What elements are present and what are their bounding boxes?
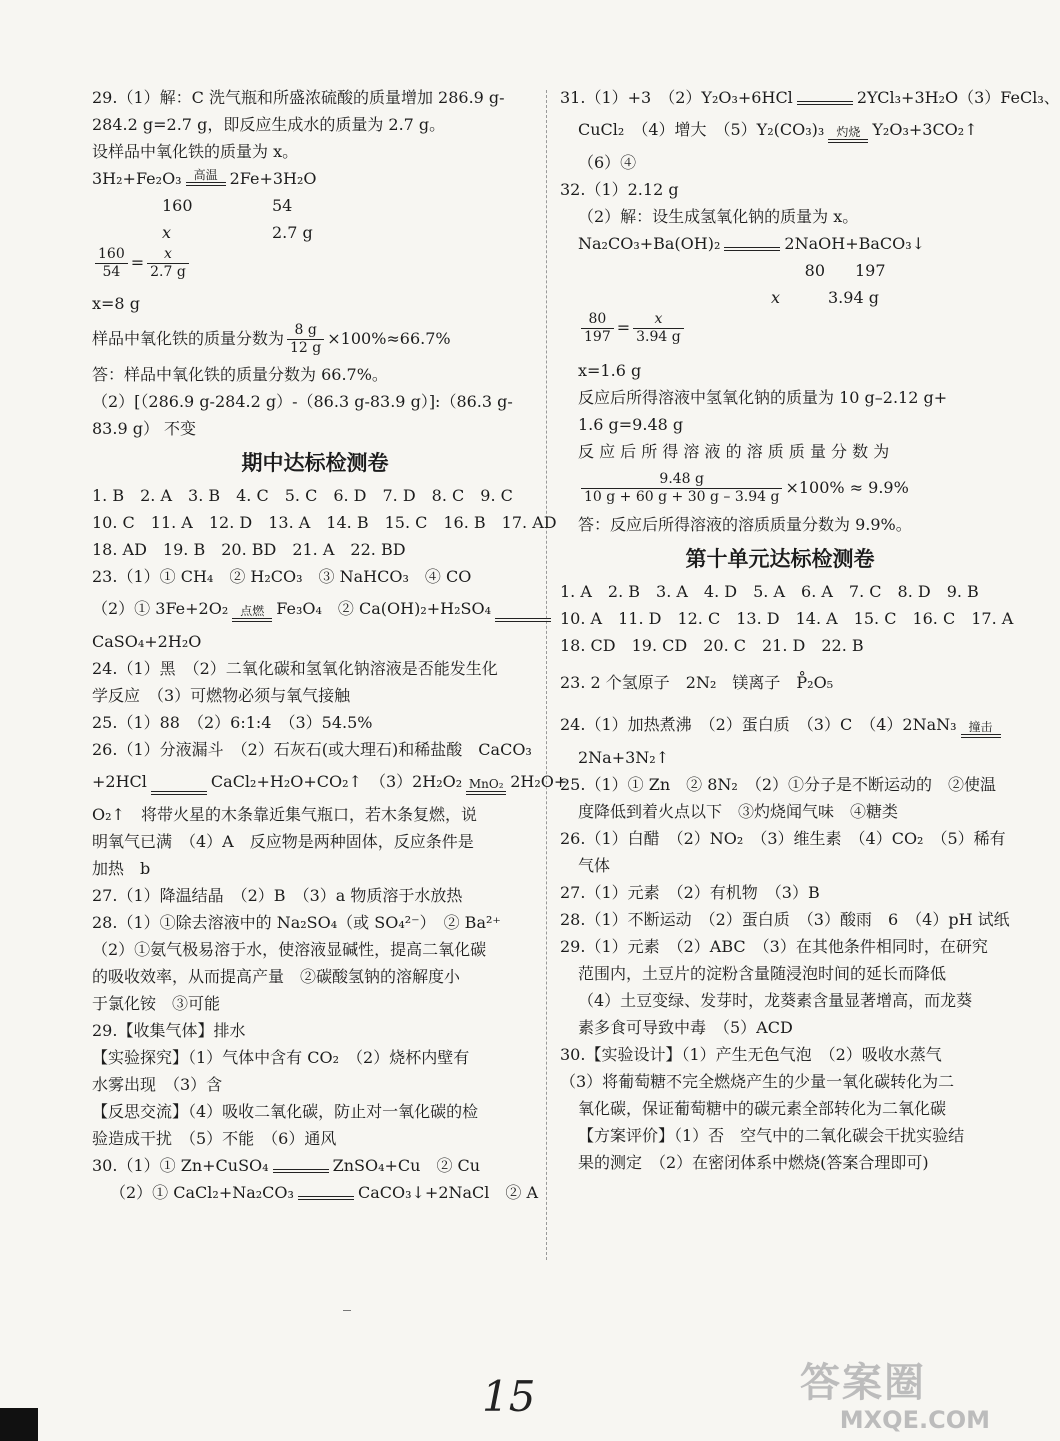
mass-ratio-row [92, 219, 538, 246]
watermark-url: MXQE.COM [839, 1406, 990, 1434]
text-line: （4）土豆变绿、发芽时，龙葵素含量显著增高，而龙葵 [578, 991, 973, 1010]
equation-line [560, 84, 1060, 111]
section-heading: 期中达标检测卷 [241, 451, 389, 475]
proportion-line: $\frac{160}{54}$ = $\frac{x}{2.7 g}$ [92, 246, 538, 290]
text-line: （2）[（286.9 g-284.2 g）-（86.3 g-83.9 g）]:（86.3 g- [92, 392, 513, 411]
equation-line [560, 230, 1000, 257]
text-line: 水雾出现 （3）含 [92, 1075, 223, 1094]
equation-line [560, 111, 1000, 149]
fraction [633, 311, 684, 346]
corner-mark [0, 1408, 38, 1441]
equation-text: ZnSO₄+Cu ② Cu [332, 1156, 481, 1175]
mass-ratio-row [560, 257, 1000, 284]
text-line: （2）解：设生成氢氧化钠的质量为 x。 [578, 207, 859, 226]
column-divider [546, 90, 547, 1260]
stray-mark [343, 1310, 351, 1311]
equation-text: CaCO₃↓+2NaCl ② A [357, 1183, 539, 1202]
text-line: 反 应 后 所 得 溶 液 的 溶 质 质 量 分 数 为 [578, 442, 890, 461]
answer-line: 答：反应后所得溶液的溶质质量分数为 9.9%。 [578, 515, 912, 534]
text-line: 于氯化铵 ③可能 [92, 994, 221, 1013]
choice-answers: 10. C 11. A 12. D 13. A 14. B 15. C 16. B 17. AD [92, 513, 557, 532]
reaction-condition: 高温 [193, 168, 218, 182]
equals-sign-condition [961, 720, 1001, 744]
watermark-logo [800, 1360, 990, 1436]
answer-line: 答：样品中氧化铁的质量分数为 66.7%。 [92, 365, 388, 384]
equals-sign [151, 777, 207, 801]
equals-sign-condition [186, 168, 226, 192]
numerator: 80 [581, 311, 614, 329]
equation-text: 2YCl₃+3H₂O（3）FeCl₃、 [856, 88, 1060, 107]
text-line: 的吸收效率，从而提高产量 ②碳酸氢钠的溶解度小 [92, 967, 461, 986]
equation-text: 31.（1）+3 （2）Y₂O₃+6HCl [560, 88, 793, 107]
text-line: 学反应 （3）可燃物必须与氧气接触 [92, 686, 351, 705]
fraction [581, 311, 614, 346]
numerator: 8 g [287, 322, 324, 340]
result-line: x=1.6 g [578, 361, 642, 380]
equation-text: 24.（1）加热煮沸 （2）蛋白质 （3）C （4）2NaN₃ [560, 715, 957, 734]
equals-sign-condition [232, 604, 272, 628]
equation-line [92, 590, 538, 628]
text-line: （6）④ [578, 153, 637, 172]
text-line: 27.（1）元素 （2）有机物 （3）B [560, 883, 820, 902]
text-line: 23.（1）① CH₄ ② H₂CO₃ ③ NaHCO₃ ④ CO [92, 567, 472, 586]
equation-products: 2Fe+3H₂O [229, 169, 317, 188]
numerator: x [147, 246, 189, 264]
text-line: 度降低到着火点以下 ③灼烧闻气味 ④糖类 [578, 802, 899, 821]
equation-line [560, 706, 1000, 744]
unknown-var: x [162, 223, 172, 242]
denominator: 197 [584, 329, 611, 345]
equals-sign [298, 1182, 354, 1206]
text-line: 气体 [578, 856, 611, 875]
molar-mass: 54 [272, 196, 293, 215]
text-line: 果的测定 （2）在密闭体系中燃烧(答案合理即可) [578, 1153, 929, 1172]
equation-products: 2NaOH+BaCO₃↓ [784, 234, 926, 253]
molar-mass: 80 [804, 261, 825, 280]
text-line: O₂↑ 将带火星的木条靠近集气瓶口，若木条复燃，说 [92, 805, 477, 824]
text-line: 反应后所得溶液中氢氧化钠的质量为 10 g–2.12 g+ [578, 388, 948, 407]
text-line: 29.（1）元素 （2）ABC （3）在其他条件相同时，在研究 [560, 937, 988, 956]
unknown-var: x [770, 288, 780, 307]
text-line: 83.9 g） 不变 [92, 419, 197, 438]
right-column [560, 84, 1060, 1176]
equation-line [92, 165, 538, 192]
text-line: 设样品中氧化铁的质量为 x。 [92, 142, 299, 161]
numerator: 160 [95, 246, 128, 264]
section-heading: 第十单元达标检测卷 [685, 547, 875, 571]
denominator: 10 g + 60 g + 30 g – 3.94 g [584, 489, 780, 505]
equation-reactants: 3H₂+Fe₂O₃ [92, 169, 182, 188]
equals-sign-condition [466, 777, 506, 801]
denominator: 3.94 g [636, 329, 681, 345]
molar-mass: 197 [855, 261, 886, 280]
text-line: 氧化碳，保证葡萄糖中的碳元素全部转化为二氧化碳 [578, 1099, 947, 1118]
text-segment: 样品中氧化铁的质量分数为 [92, 329, 285, 348]
equation-text: CuCl₂ （4）增大 （5）Y₂(CO₃)₃ [578, 120, 825, 139]
given-mass: 2.7 g [272, 223, 313, 242]
text-line: 29.【收集气体】排水 [92, 1021, 246, 1040]
fraction [95, 246, 128, 281]
text-line: 26.（1）白醋 （2）NO₂ （3）维生素 （4）CO₂ （5）稀有 [560, 829, 1006, 848]
text-line: 26.（1）分液漏斗 （2）石灰石(或大理石)和稀盐酸 CaCO₃ [92, 740, 532, 759]
choice-answers: 1. B 2. A 3. B 4. C 5. C 6. D 7. D 8. C 9. C [92, 486, 513, 505]
watermark-text: 答案圈 [800, 1360, 926, 1406]
left-column [92, 84, 568, 1206]
numerator: x [633, 311, 684, 329]
text-line: 24.（1）黑 （2）二氧化碳和氢氧化钠溶液是否能发生化 [92, 659, 498, 678]
page-number: 15 [482, 1372, 536, 1421]
text-line: 23. 2 个氢原子 2N₂ 镁离子 P̊₂O₅ [560, 673, 834, 692]
text-line: 明氧气已满 （4）A 反应物是两种固体，反应条件是 [92, 832, 474, 851]
reaction-condition: MnO₂ [468, 777, 504, 791]
equation-line [92, 763, 568, 801]
equation-reactants: Na₂CO₃+Ba(OH)₂ [578, 234, 721, 253]
denominator: 12 g [290, 340, 322, 356]
text-line: 284.2 g=2.7 g，即反应生成水的质量为 2.7 g。 [92, 115, 446, 134]
fraction [287, 322, 324, 357]
fraction [581, 471, 782, 506]
text-line: 30.【实验设计】（1）产生无色气泡 （2）吸收水蒸气 [560, 1045, 942, 1064]
text-line: （3）将葡萄糖不完全燃烧产生的少量一氧化碳转化为二 [560, 1072, 955, 1091]
text-line: （2）①氨气极易溶于水，使溶液显碱性，提高二氧化碳 [92, 940, 487, 959]
reaction-condition: 点燃 [240, 604, 265, 618]
text-line: 25.（1）① Zn ② 8N₂ （2）①分子是不断运动的 ②使温 [560, 775, 996, 794]
equation-text: （2）① CaCl₂+Na₂CO₃ [110, 1183, 294, 1202]
equation-text: 30.（1）① Zn+CuSO₄ [92, 1156, 269, 1175]
equals-sign [495, 604, 551, 628]
denominator: 54 [102, 264, 121, 280]
choice-answers: 18. AD 19. B 20. BD 21. A 22. BD [92, 540, 406, 559]
text-line: 【反思交流】（4）吸收二氧化碳，防止对一氧化碳的检 [92, 1102, 479, 1121]
choice-answers: 18. CD 19. CD 20. C 21. D 22. B [560, 636, 864, 655]
choice-answers: 1. A 2. B 3. A 4. D 5. A 6. A 7. C 8. D 9. B [560, 582, 979, 601]
text-line: 【方案评价】（1）否 空气中的二氧化碳会干扰实验结 [578, 1126, 965, 1145]
result-line: x=8 g [92, 294, 140, 313]
equation-text: Y₂O₃+3CO₂↑ [872, 120, 978, 139]
equals-sign [724, 233, 780, 257]
text-line: 28.（1）不断运动 （2）蛋白质 （3）酸雨 6 （4）pH 试纸 [560, 910, 1010, 929]
text-line: 范围内，土豆片的淀粉含量随浸泡时间的延长而降低 [578, 964, 947, 983]
choice-answers: 10. A 11. D 12. C 13. D 14. A 15. C 16. C 17. A [560, 609, 1014, 628]
equation-text: Fe₃O₄ ② Ca(OH)₂+H₂SO₄ [276, 599, 492, 618]
text-segment: ×100%≈66.7% [327, 329, 451, 348]
equation-text: +2HCl [92, 772, 147, 791]
text-segment: ×100% ≈ 9.9% [785, 478, 909, 497]
text-line: 27.（1）降温结晶 （2）B （3）a 物质溶于水放热 [92, 886, 463, 905]
equation-reactants: （2）① 3Fe+2O₂ [92, 599, 229, 618]
denominator: 2.7 g [150, 264, 186, 280]
reaction-condition: 灼烧 [836, 125, 861, 139]
equals-sign-condition [828, 125, 868, 149]
mass-ratio-row [560, 284, 1000, 311]
percentage-line [560, 465, 1000, 511]
proportion-line: $\frac{80}{197}$ = $\frac{x}{3.94 g}$ [560, 311, 1000, 357]
equation-text: CaCl₂+H₂O+CO₂↑ （3）2H₂O₂ [210, 772, 463, 791]
text-line: 25.（1）88 （2）6:1:4 （3）54.5% [92, 713, 373, 732]
text-line: 验造成干扰 （5）不能 （6）通风 [92, 1129, 337, 1148]
given-mass: 3.94 g [828, 288, 879, 307]
equation-line [92, 1152, 538, 1179]
equals-sign [273, 1155, 329, 1179]
fraction [147, 246, 189, 281]
text-line: 加热 b [92, 859, 151, 878]
text-line: 1.6 g=9.48 g [578, 415, 684, 434]
text-line: 28.（1）①除去溶液中的 Na₂SO₄（或 SO₄²⁻） ② Ba²⁺ [92, 913, 501, 932]
mass-ratio-row [92, 192, 538, 219]
reaction-condition: 撞击 [968, 720, 993, 734]
equals-sign [797, 87, 853, 111]
text-line: CaSO₄+2H₂O [92, 632, 202, 651]
equation-line [92, 1179, 538, 1206]
text-line: 32.（1）2.12 g [560, 180, 679, 199]
text-line: 2Na+3N₂↑ [578, 748, 670, 767]
equation-text: 2H₂O+ [510, 772, 568, 791]
text-line: 素多食可导致中毒 （5）ACD [578, 1018, 793, 1037]
numerator: 9.48 g [581, 471, 782, 489]
molar-mass: 160 [162, 196, 193, 215]
text-line: 29.（1）解：C 洗气瓶和所盛浓硫酸的质量增加 286.9 g- [92, 88, 505, 107]
percentage-line [92, 317, 538, 361]
text-line: 【实验探究】（1）气体中含有 CO₂ （2）烧杯内壁有 [92, 1048, 470, 1067]
